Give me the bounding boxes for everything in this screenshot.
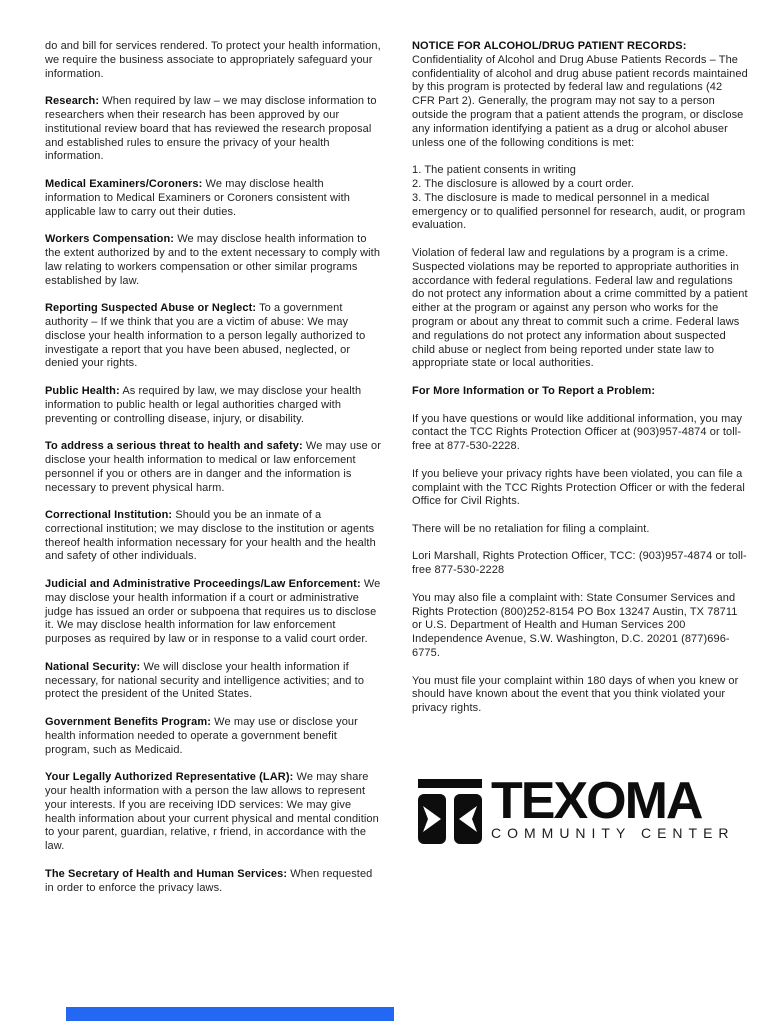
tc-monogram-icon bbox=[418, 778, 482, 846]
paragraph-body: We may use or disclose your health information needed to operate a government benefit program, such as Medicaid. bbox=[45, 716, 358, 756]
paragraph-body: We may disclose health information to the extent authorized by and to the extent necessary to comply with law relating to workers compensation or other similar programs established by law. bbox=[45, 233, 381, 287]
paragraph-serious-threat bbox=[45, 440, 381, 495]
scrollbar-thumb-horizontal[interactable] bbox=[66, 1007, 394, 1021]
conditions-list bbox=[412, 164, 748, 233]
info-paragraph-officer: Lori Marshall, Rights Protection Officer, TCC: (903)957-4874 or toll-free 877-530-2228 bbox=[412, 550, 747, 577]
alcohol-drug-notice bbox=[412, 40, 748, 150]
texoma-logo bbox=[418, 772, 748, 846]
paragraph-correctional-institution bbox=[45, 509, 381, 564]
info-paragraph-no-retaliation: There will be no retaliation for filing a complaint. bbox=[412, 522, 650, 535]
paragraph-government-benefits bbox=[45, 716, 381, 757]
paragraph-body: We will disclose your health information if necessary, for national security and intelligence activities; and to protect the president of the United States. bbox=[45, 660, 365, 701]
violation-paragraph: Violation of federal law and regulations by a program is a crime. Suspected violations may be reported to appropriate authorities in accordance with federal regulations. Federal law and regulations do not protect any information about a crime committed by a patient either at the program or against any person who works for the program or about any threat to commit such a crime. Federal laws and regulations do not protect any information about suspected child abuse or neglect from being reported under state law to appropriate state or local authorities. bbox=[412, 246, 748, 370]
condition-item: 1. The patient consents in writing bbox=[412, 164, 577, 177]
paragraph-body: When required by law – we may disclose information to researchers when their research has been approved by our institutional review board that has reviewed the research proposal and established rules to ensure the privacy of your health information. bbox=[45, 95, 377, 163]
right-column bbox=[412, 40, 748, 909]
paragraph-business-associate bbox=[45, 40, 381, 81]
paragraph-body: Should you be an inmate of a correctional institution; we may disclose to the institution or agents thereof health information necessary for your health and the health and safety of other individuals. bbox=[45, 509, 376, 563]
paragraph-body: We may disclose health information to Medical Examiners or Coroners consistent with applicable law to carry out their duties. bbox=[45, 177, 350, 218]
paragraph-lead: The Secretary of Health and Human Services: bbox=[45, 867, 288, 880]
paragraph-body: To a government authority – If we think that you are a victim of abuse: We may disclose your health information to a person legally authorized to investigate a report that you have been abused, neglected, or denied your rights. bbox=[45, 302, 366, 370]
alcohol-drug-notice-body: Confidentiality of Alcohol and Drug Abuse Patients Records – The confidentiality of alcohol and drug abuse patient records maintained by this program is protected by federal law and regulations (42 CFR Part 2). Generally, the program may not say to a person outside the program that a patient attends the program, or disclose any information identifying a patient as a drug or alcohol abuser unless one of the following conditions is met: bbox=[412, 53, 748, 149]
paragraph-lead: Workers Compensation: bbox=[45, 233, 175, 246]
info-paragraph-complaint: If you believe your privacy rights have been violated, you can file a complaint with the TCC Rights Protection Officer or with the federal Office for Civil Rights. bbox=[412, 467, 745, 508]
info-paragraph-contact: If you have questions or would like additional information, you may contact the TCC Rights Protection Officer at (903)957-4874 or toll-free at 877-530-2228. bbox=[412, 412, 743, 453]
paragraph-judicial-law-enforcement bbox=[45, 578, 381, 647]
condition-item: 3. The disclosure is made to medical personnel in a medical emergency or to qualified personnel for research, audit, or program evaluation. bbox=[412, 191, 746, 232]
left-column bbox=[45, 40, 381, 909]
paragraph-lead: Research: bbox=[45, 95, 100, 108]
logo-text bbox=[491, 772, 735, 842]
paragraph-body: We may use or disclose your health information to medical or law enforcement personnel if you or others are in danger and the information is necessary to prevent physical harm. bbox=[45, 440, 381, 494]
info-paragraph-state-federal: You may also file a complaint with: State Consumer Services and Rights Protection (800)252-8154 PO Box 13247 Austin, TX 78711 or U.S. Department of Health and Human Services 200 Independence Avenue, S.W. Washington, D.C. 20201 (877)696-6775. bbox=[412, 591, 738, 660]
paragraph-lead: Medical Examiners/Coroners: bbox=[45, 177, 203, 190]
paragraph-body: We may share your health information with a person the law allows to represent your interests. If you are receiving IDD services: We may give health information about your current physical and mental condition to your parent, guardian, relative, r friend, in accordance with the law. bbox=[45, 771, 379, 853]
paragraph-lead: To address a serious threat to health and safety: bbox=[45, 440, 303, 453]
paragraph-lead: Correctional Institution: bbox=[45, 509, 173, 522]
paragraph-research bbox=[45, 95, 381, 164]
paragraph-body: We may disclose your health information if a court or administrative judge has issued an order or subpoena that requires us to disclose it. We may disclose health information for law enforcement purposes as required by law or in response to a valid court order. bbox=[45, 578, 381, 646]
paragraph-body: When requested in order to enforce the privacy laws. bbox=[45, 867, 373, 894]
logo-wordmark: TEXOMA bbox=[491, 772, 702, 831]
paragraph-lead: Your Legally Authorized Representative (LAR): bbox=[45, 771, 294, 784]
paragraph-lead: National Security: bbox=[45, 660, 141, 673]
paragraph-body: do and bill for services rendered. To protect your health information, we require the business associate to appropriately safeguard your information. bbox=[45, 40, 381, 80]
paragraph-workers-compensation bbox=[45, 233, 381, 288]
info-paragraph-180-days: You must file your complaint within 180 days of when you knew or should have known about the event that you think violated your privacy rights. bbox=[412, 674, 739, 715]
condition-item: 2. The disclosure is allowed by a court order. bbox=[412, 177, 635, 190]
paragraph-lar bbox=[45, 771, 381, 854]
paragraph-lead: Reporting Suspected Abuse or Neglect: bbox=[45, 302, 257, 315]
paragraph-medical-examiners bbox=[45, 178, 381, 219]
more-info-heading: For More Information or To Report a Problem: bbox=[412, 384, 656, 397]
logo-subtitle: COMMUNITY CENTER bbox=[491, 825, 735, 842]
paragraph-abuse-neglect bbox=[45, 302, 381, 371]
paragraph-secretary-hhs bbox=[45, 868, 381, 896]
paragraph-public-health bbox=[45, 385, 381, 426]
paragraph-lead: Government Benefits Program: bbox=[45, 716, 212, 729]
paragraph-national-security bbox=[45, 661, 381, 702]
alcohol-drug-notice-heading: NOTICE FOR ALCOHOL/DRUG PATIENT RECORDS: bbox=[412, 40, 687, 52]
paragraph-lead: Public Health: bbox=[45, 384, 120, 397]
paragraph-lead: Judicial and Administrative Proceedings/Law Enforcement: bbox=[45, 578, 361, 591]
paragraph-body: As required by law, we may disclose your health information to public health or legal authorities charged with preventing or controlling disease, injury, or disability. bbox=[45, 384, 362, 425]
